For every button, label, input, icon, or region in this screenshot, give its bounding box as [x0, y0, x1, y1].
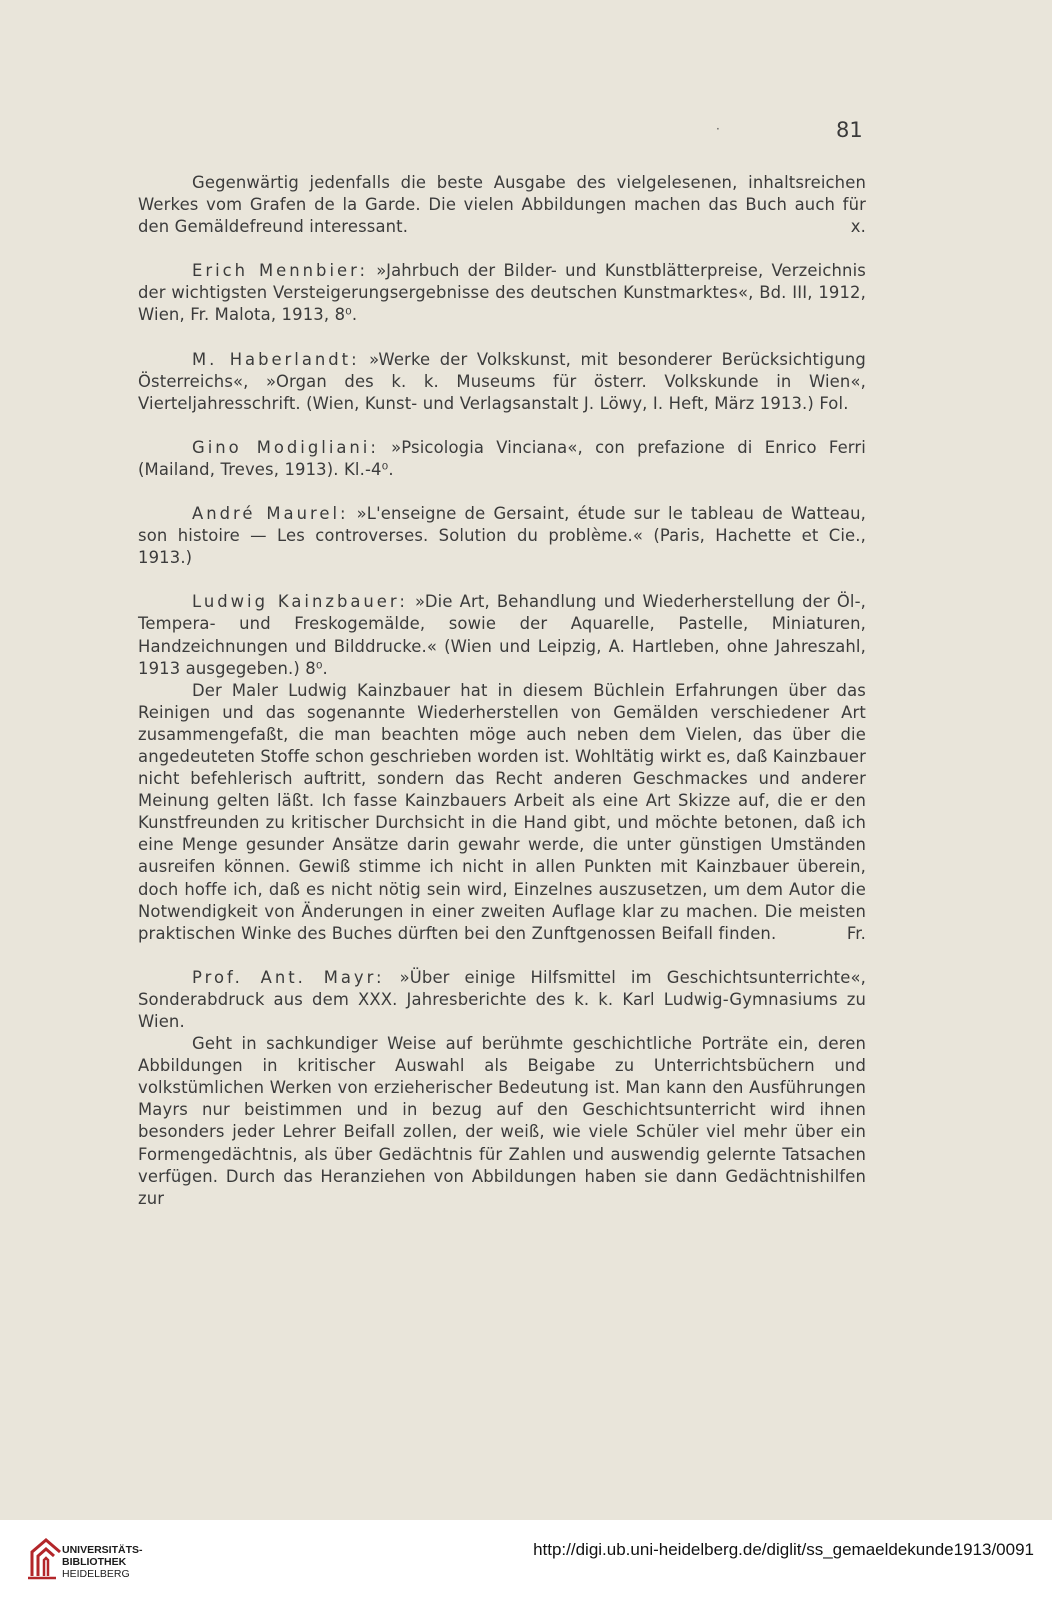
author-name: André Maurel:: [192, 504, 349, 524]
signature: Fr.: [846, 923, 866, 943]
body-text: [138, 172, 866, 1210]
paragraph: Ludwig Kainzbauer: »Die Art, Behandlung und Wiederherstellung der Öl-, Tempera- und Freskogemälde, sowie der Aquarelle, Pastelle, Miniaturen, Handzeichnungen und Bilddrucke.« (Wien und Leipzig, A. Hartleben, ohne Jahreszahl, 1913 ausgegeben.) 8⁰.: [138, 592, 866, 678]
author-name: Ludwig Kainzbauer:: [192, 592, 408, 612]
author-name: M. Haberlandt:: [192, 349, 360, 369]
paragraph: Geht in sachkundiger Weise auf berühmte geschichtliche Porträte ein, deren Abbildungen in kritischer Auswahl als Beigabe zu Unterrichtsbüchern und volkstümlichen Werken von erzieherischer Bedeutung ist. Man kann den Ausführungen Mayrs nur beistimmen und in bezug auf den Geschichtsunterricht wird ihnen besonders jeder Lehrer Beifall zollen, der weiß, wie viele Schüler viel mehr über ein Formengedächtnis, als über Gedächtnis für Zahlen und auswendig gelernte Tatsachen verfügen. Durch das Heranziehen von Abbildungen haben sie dann Gedächtnishilfen zur: [138, 1034, 866, 1208]
library-logo-icon: [26, 1532, 66, 1582]
paragraph: André Maurel: »L'enseigne de Gersaint, étude sur le tableau de Watteau, son histoire — Les controverses. Solution du problème.« (Paris, Hachette et Cie., 1913.): [138, 504, 866, 568]
author-name: Erich Mennbier:: [192, 261, 369, 281]
source-url-link[interactable]: http://digi.ub.uni-heidelberg.de/diglit/ss_gemaeldekunde1913/0091: [533, 1540, 1034, 1559]
library-name: UNIVERSITÄTS- BIBLIOTHEK HEIDELBERG: [62, 1544, 143, 1580]
author-name: Gino Modigliani:: [192, 437, 379, 457]
paragraph: Erich Mennbier: »Jahrbuch der Bilder- und Kunstblätterpreise, Verzeichnis der wichtigsten Versteigerungsergebnisse des deutschen Kunstmarktes«, Bd. III, 1912, Wien, Fr. Malota, 1913, 8⁰.: [138, 261, 866, 325]
paragraph: Prof. Ant. Mayr: »Über einige Hilfsmittel im Geschichtsunterrichte«, Sonderabdruck aus dem XXX. Jahresberichte des k. k. Karl Ludwig-Gymnasiums zu Wien.: [138, 967, 866, 1031]
paragraph: Gegenwärtig jedenfalls die beste Ausgabe des vielgelesenen, inhaltsreichen Werkes vom Grafen de la Garde. Die vielen Abbildungen machen das Buch auch für den Gemäldefreund interessant. x.: [138, 172, 866, 238]
page-mark: ·: [716, 122, 720, 136]
paragraph: Gino Modigliani: »Psicologia Vinciana«, con prefazione di Enrico Ferri (Mailand, Treves, 1913). Kl.-4⁰.: [138, 437, 866, 479]
page-number: 81: [836, 118, 863, 142]
signature: x.: [850, 217, 866, 237]
footer-bar: [0, 1520, 1052, 1599]
paragraph: Der Maler Ludwig Kainzbauer hat in diesem Büchlein Erfahrungen über das Reinigen und das sogenannte Wiederherstellen von Gemälden verschiedener Art zusammengefaßt, die man beachten möge auch neben dem Vielen, das über die angedeuteten Stoffe schon geschrieben worden ist. Wohltätig wirkt es, daß Kainzbauer nicht befehlerisch auftritt, sondern das Recht anderen Geschmackes und anderer Meinung gelten läßt. Ich fasse Kainzbauers Arbeit als eine Art Skizze auf, die er den Kunstfreunden zu kritischer Durchsicht in die Hand gibt, und möchte betonen, daß ich eine Menge gesunder Ansätze darin gewahr werde, die unter günstigen Umständen ausreifen können. Gewiß stimme ich nicht in allen Punkten mit Kainzbauer überein, doch hoffe ich, daß es nicht nötig sein wird, Einzelnes auszusetzen, um dem Autor die Notwendigkeit von Änderungen in einer zweiten Auflage klar zu machen. Die meisten praktischen Winke des Buches dürften bei den Zunftgenossen Beifall finden. Fr.: [138, 680, 866, 945]
paragraph: M. Haberlandt: »Werke der Volkskunst, mit besonderer Berücksichtigung Österreichs«, »Organ des k. k. Museums für österr. Volkskunde in Wien«, Vierteljahresschrift. (Wien, Kunst- und Verlagsanstalt J. Löwy, I. Heft, März 1913.) Fol.: [138, 349, 866, 413]
author-name: Prof. Ant. Mayr:: [192, 967, 385, 987]
